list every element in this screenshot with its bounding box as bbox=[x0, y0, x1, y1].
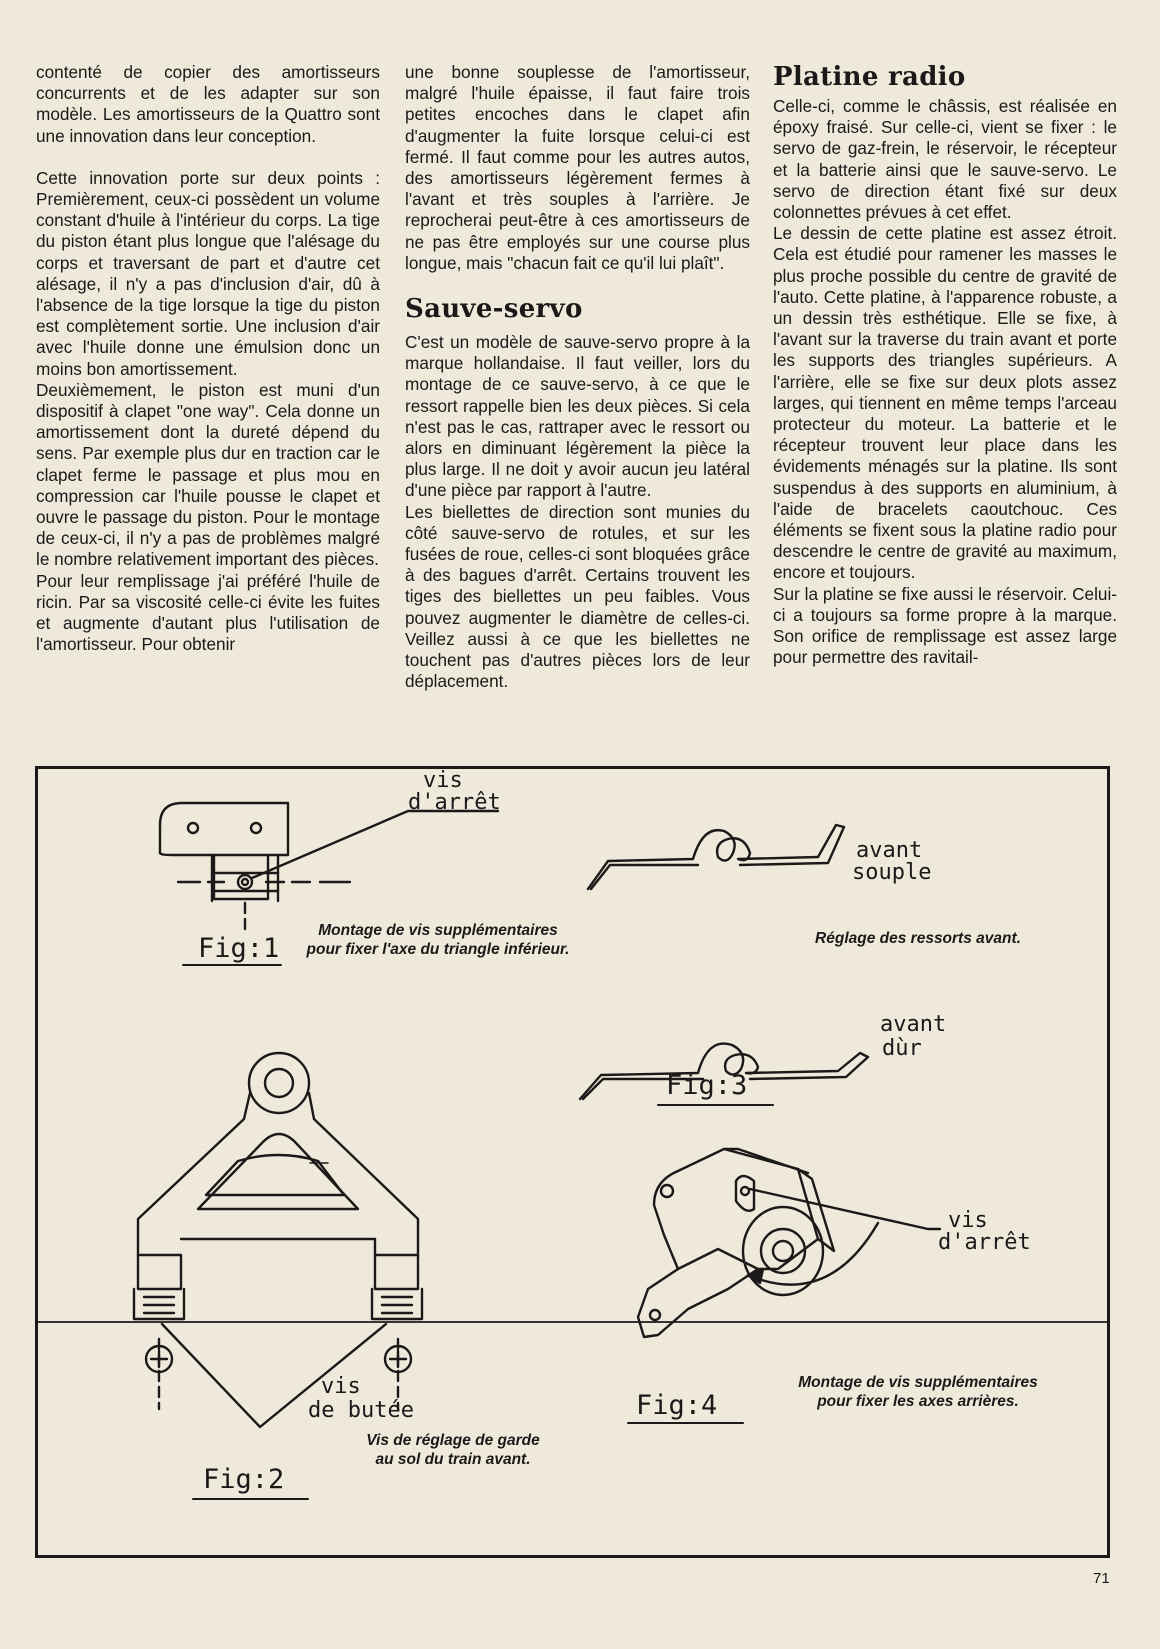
fig1-caption: Montage de vis supplémentaires pour fixer l'axe du triangle inférieur. bbox=[306, 922, 570, 958]
paragraph: C'est un modèle de sauve-servo propre à la marque hollandaise. Il faut veiller, lors du montage de ce sauve-servo, à ce que le ressort rappelle bien les deux pièces. Si cela n'est pas le cas, rattraper avec le ressort ou alors en diminuant légèrement la pièce la plus large. Il ne doit y avoir aucun jeu latéral d'une pièce par rapport à l'autre. bbox=[405, 332, 750, 501]
figures-frame bbox=[35, 766, 1110, 1558]
fig1-label: Fig:1 bbox=[198, 933, 280, 964]
column-left bbox=[36, 62, 380, 655]
section-heading-sauve-servo: Sauve-servo bbox=[405, 294, 583, 325]
fig2-note-line1: vis bbox=[321, 1374, 361, 1399]
paragraph: Le dessin de cette platine est assez étroit. Cela est étudié pour ramener les masses le plus proche possible du centre de gravité de l'auto. Cette platine, à l'apparence robuste, a un dessin très esthétique. Elle se fixe, à l'avant sur la traverse du train avant et porte les supports des triangles supérieurs. A l'arrière, elle se fixe sur deux plots assez larges, qui tiennent en même temps l'arceau protecteur du moteur. La batterie et le récepteur trouvent leur place dans les évidements ménagés sur la platine. Ils sont suspendus à des supports en aluminium, à l'aide de bracelets caoutchouc. Ces éléments se fixent sous la platine radio pour descendre le centre de gravité au maximum, encore et toujours. bbox=[773, 223, 1117, 583]
paragraph: une bonne souplesse de l'amortisseur, malgré l'huile épaisse, il faut faire trois petites encoches dans le clapet afin d'augmenter la fuite lorsque celui-ci est fermé. Il faut comme pour les autres autos, des amortisseurs légèrement fermes à l'avant et très souples à l'arrière. Je reprocherai peut-être à ces amortisseurs de ne pas être employés sur une course plus longue, mais "chacun fait ce qu'il lui plaît". bbox=[405, 62, 750, 273]
paragraph: Les biellettes de direction sont munies du côté sauve-servo de rotules, et sur les fusées de roue, celles-ci sont bloquées grâce à des bagues d'arrêt. Certains trouvent les tiges des biellettes un peu faibles. Vous pouvez augmenter le diamètre de celles-ci. Veillez aussi à ce que les biellettes ne touchent pas d'autres pièces lors de leur déplacement. bbox=[405, 501, 750, 692]
fig4-note-line2: d'arrêt bbox=[938, 1230, 1031, 1255]
column-middle bbox=[405, 62, 750, 692]
fig3-caption: Réglage des ressorts avant. bbox=[815, 930, 1021, 947]
fig1-note-line1: vis bbox=[423, 768, 463, 793]
fig4-block-drawing bbox=[638, 1149, 940, 1337]
fig1-note-line2: d'arrêt bbox=[408, 790, 501, 815]
section-heading-platine-radio: Platine radio bbox=[773, 62, 966, 92]
technical-drawings bbox=[38, 769, 1107, 1555]
column-right bbox=[773, 62, 1117, 668]
paragraph: Pour leur remplissage j'ai préféré l'huile de ricin. Par sa viscosité celle-ci évite les fuites et augmente d'autant plus l'utilisation de l'amortisseur. Pour obtenir bbox=[36, 570, 380, 655]
fig2-caption: Vis de réglage de garde au sol du train avant. bbox=[366, 1432, 540, 1468]
fig2-note-line2: de butée bbox=[308, 1398, 414, 1423]
fig4-label: Fig:4 bbox=[636, 1390, 718, 1421]
fig4-note-line1: vis bbox=[948, 1208, 988, 1233]
fig3-note-a-line1: avant bbox=[856, 838, 923, 863]
fig3-label: Fig:3 bbox=[666, 1070, 748, 1101]
fig2-label: Fig:2 bbox=[203, 1464, 285, 1495]
paragraph: contenté de copier des amortisseurs concurrents et de les adapter sur son modèle. Les amortisseurs de la Quattro sont une innovation dans leur conception. bbox=[36, 62, 380, 146]
paragraph: Deuxièmement, le piston est muni d'un dispositif à clapet "one way". Cela donne un amortissement dont la dureté dépend du sens. Par exemple plus dur en traction car le clapet ferme le passage et plus mou en compression car l'huile pousse le clapet et ouvre le passage du piston. Pour le montage de ceux-ci, il n'y a pas de problèmes malgré le nombre relativement important des pièces. bbox=[36, 379, 380, 570]
fig3-springs-drawing bbox=[580, 825, 868, 1099]
page-number: 71 bbox=[1093, 1570, 1110, 1587]
paragraph: Sur la platine se fixe aussi le réservoir. Celui-ci a toujours sa forme propre à la marque. Son orifice de remplissage est assez large pour permettre des ravitail- bbox=[773, 583, 1117, 668]
fig3-note-b-line1: avant bbox=[880, 1012, 947, 1037]
paragraph: Cette innovation porte sur deux points : Premièrement, ceux-ci possèdent un volume constant d'huile à l'intérieur du corps. La tige du piston étant plus longue que l'alésage du corps et traversant de part et d'autre cet alésage, il n'y a pas d'inclusion d'air, dû à l'absence de la tige lorsque la tige du piston est complètement sortie. Une inclusion d'air avec l'huile donne une émulsion donc un moins bon amortissement. bbox=[36, 167, 380, 379]
fig3-note-b-line2: dùr bbox=[882, 1036, 922, 1061]
fig3-note-a-line2: souple bbox=[852, 860, 932, 885]
paragraph: Celle-ci, comme le châssis, est réalisée en époxy fraisé. Sur celle-ci, vient se fixer : le servo de gaz-frein, le réservoir, le récepteur et la batterie ainsi que le sauve-servo. Le servo de direction étant fixé sur deux colonnettes prévues à cet effet. bbox=[773, 96, 1117, 223]
fig4-caption: Montage de vis supplémentaires pour fixer les axes arrières. bbox=[798, 1374, 1038, 1410]
